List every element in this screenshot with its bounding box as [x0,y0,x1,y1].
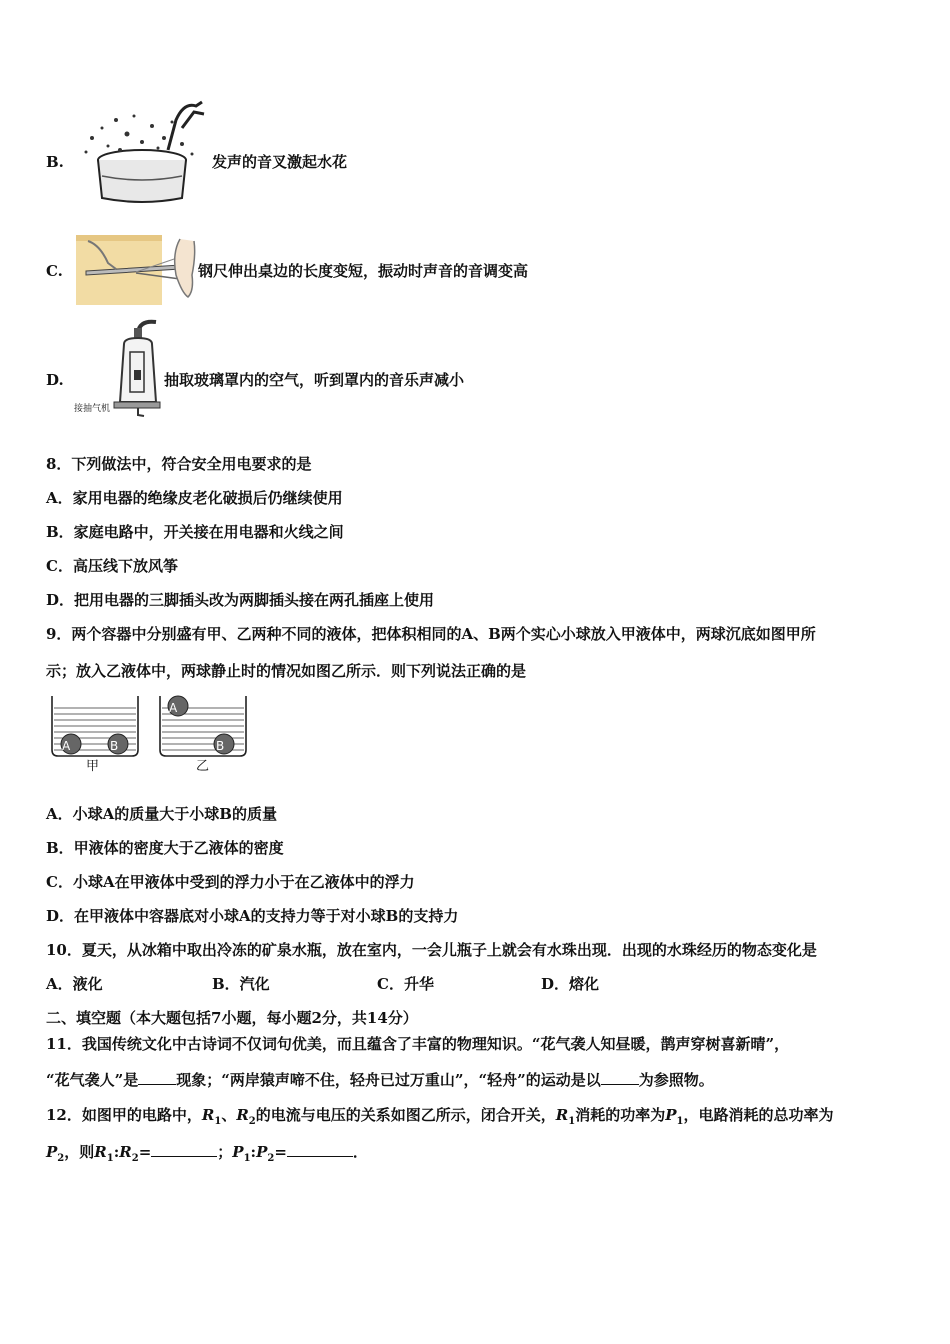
r1-subscript-2: 1 [568,1116,576,1127]
p2-subscript: 2 [57,1153,65,1164]
q9-stem-line2: 示；放入乙液体中，两球静止时的情况如图乙所示．则下列说法正确的是 [46,662,527,680]
p1-subscript-2: 1 [243,1153,251,1164]
q8-option-a: A．家用电器的绝缘皮老化破损后仍继续使用 [46,489,343,507]
ball-a-right: A [169,701,178,715]
q11-blank-1[interactable] [138,1070,176,1085]
r1-subscript: 1 [214,1116,222,1127]
q11-line2 [46,1070,714,1090]
r1-subscript-3: 1 [106,1153,114,1164]
q11-line1: 11．我国传统文化中古诗词不仅词句优美，而且蕴含了丰富的物理知识。“花气袭人知昼暖，鹊声穿树喜新晴”， [46,1035,790,1053]
q12-line2 [46,1142,368,1169]
p1-symbol-2: P [232,1143,244,1161]
q8-stem: 8．下列做法中，符合安全用电要求的是 [46,455,312,473]
q10-option-b: B．汽化 [212,975,270,993]
r1-symbol: R [201,1106,215,1124]
q8-option-b: B．家庭电路中，开关接在用电器和火线之间 [46,523,344,541]
equals-2: = [274,1143,287,1161]
q12-text-c: 消耗的功率为 [575,1106,666,1124]
pump-caption: 接抽气机 [74,404,111,414]
tuning-fork-water-icon [72,98,212,206]
section-2-title: 二、填空题（本大题包括7小题，每小题2分，共14分） [46,1009,418,1027]
q12-blank-2[interactable] [287,1142,353,1157]
ratio-colon-2: : [250,1143,257,1161]
q11-text-c: 为参照物。 [638,1071,714,1089]
q11-text-a: “花气袭人”是 [46,1071,139,1089]
p1-symbol: P [665,1106,677,1124]
q8-option-d: D．把用电器的三脚插头改为两脚插头接在两孔插座上使用 [46,591,435,609]
container-caption-right: 乙 [196,759,210,774]
q12-line1 [46,1105,834,1132]
p2-subscript-2: 2 [267,1153,275,1164]
q9-option-d: D．在甲液体中容器底对小球A的支持力等于对小球B的支持力 [46,907,459,925]
q11-text-b: 现象；“两岸猿声啼不住，轻舟已过万重山”，“轻舟”的运动是以 [176,1071,601,1089]
ball-b-right: B [216,739,225,753]
q9-stem-line1: 9．两个容器中分别盛有甲、乙两种不同的液体，把体积相同的A、B两个实心小球放入甲液体中，两球沉底如图甲所 [46,625,816,643]
q12-semicolon: ； [217,1143,233,1161]
steel-ruler-table-icon [76,235,200,305]
q10-stem: 10．夏天，从冰箱中取出冷冻的矿泉水瓶，放在室内，一会儿瓶子上就会有水珠出现．出现的水珠经历的物态变化是 [46,941,817,959]
equals-1: = [138,1143,152,1161]
q12-end: ． [352,1143,368,1161]
option-d-text: 抽取玻璃罩内的空气，听到罩内的音乐声减小 [164,371,465,389]
q12-text-b: 的电流与电压的关系如图乙所示，闭合开关， [255,1106,556,1124]
q10-option-d: D．熔化 [541,975,600,993]
q9-option-b: B．甲液体的密度大于乙液体的密度 [46,839,284,857]
r1-symbol-2: R [555,1106,569,1124]
q10-option-c: C．升华 [377,975,434,993]
q12-text-a: 12．如图甲的电路中， [46,1106,202,1124]
r2-subscript: 2 [248,1116,256,1127]
bell-jar-pump-icon [100,318,168,418]
p2-symbol-2: P [256,1143,268,1161]
r2-subscript-2: 2 [131,1153,139,1164]
q8-option-c: C．高压线下放风筝 [46,557,178,575]
q12-text-d: ，电路消耗的总功率为 [683,1106,834,1124]
q10-option-a: A．液化 [46,975,103,993]
q12-separator: 、 [221,1106,237,1124]
r2-symbol: R [236,1106,249,1124]
p2-symbol: P [46,1143,58,1161]
r2-symbol-2: R [119,1143,132,1161]
option-c-label: C. [46,262,63,280]
option-d-label: D. [46,371,64,389]
p1-subscript: 1 [676,1116,684,1127]
option-b-label: B. [46,153,64,171]
r1-symbol-3: R [94,1143,107,1161]
q9-option-c: C．小球A在甲液体中受到的浮力小于在乙液体中的浮力 [46,873,415,891]
q9-option-a: A．小球A的质量大于小球B的质量 [46,805,277,823]
option-b-text: 发声的音叉激起水花 [212,153,348,171]
ratio-colon-1: : [113,1143,120,1161]
q9-containers-figure [48,692,248,774]
ball-a-left: A [62,739,71,753]
q12-text-e: ，则 [64,1143,95,1161]
container-caption-left: 甲 [86,759,100,774]
q12-blank-1[interactable] [151,1142,217,1157]
q11-blank-2[interactable] [601,1070,639,1085]
ball-b-left: B [110,739,119,753]
option-c-text: 钢尺伸出桌边的长度变短，振动时声音的音调变高 [198,262,529,280]
